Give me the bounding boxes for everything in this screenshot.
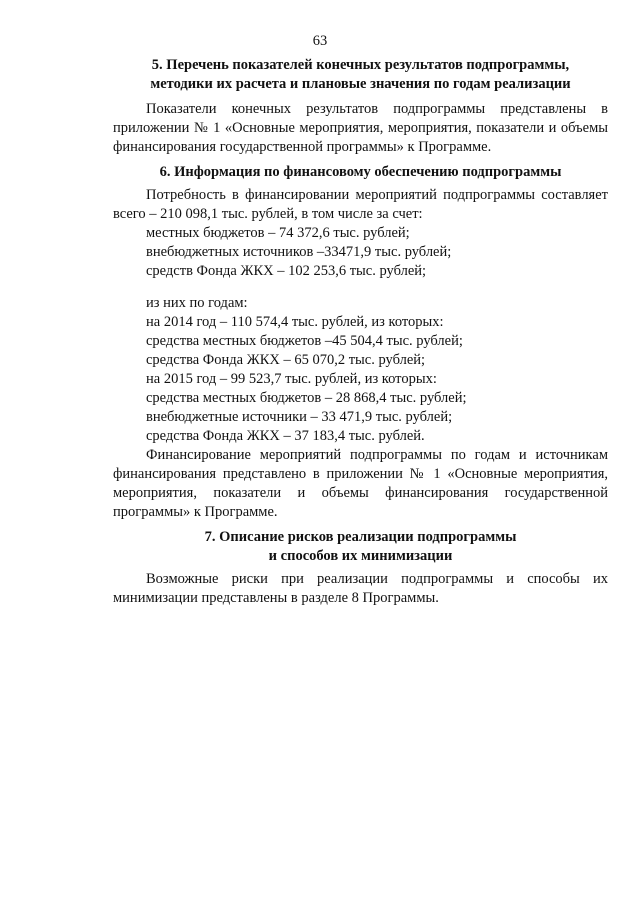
year-2014-total: на 2014 год – 110 574,4 тыс. рублей, из которых:	[146, 314, 444, 330]
section-7-heading-line-2: и способов их минимизации	[268, 548, 453, 564]
section-5-paragraph: Показатели конечных результатов подпрограммы представлены в приложении № 1 «Основные мероприятия, мероприятия, показатели и объемы финансирования государственной программы» к Программе.	[113, 101, 608, 155]
section-5-heading-line-1: 5. Перечень показателей конечных результатов подпрограммы,	[151, 57, 570, 73]
year-2014-local: средства местных бюджетов –45 504,4 тыс. рублей;	[146, 333, 463, 349]
section-6-heading: 6. Информация по финансовому обеспечению подпрограммы	[159, 164, 562, 180]
document-content	[113, 56, 608, 608]
section-6-intro: Потребность в финансировании мероприятий подпрограммы составляет всего – 210 098,1 тыс. рублей, в том числе за счет:	[113, 187, 608, 222]
year-2015-extrabudgetary: внебюджетные источники – 33 471,9 тыс. рублей;	[146, 409, 453, 425]
section-6	[113, 163, 608, 522]
section-5	[113, 56, 608, 157]
section-7-heading-line-1: 7. Описание рисков реализации подпрограммы	[204, 529, 517, 545]
year-2015-fund: средства Фонда ЖКХ – 37 183,4 тыс. рублей.	[146, 428, 425, 444]
section-7-paragraph: Возможные риски при реализации подпрограммы и способы их минимизации представлены в разделе 8 Программы.	[113, 571, 608, 606]
section-6-closing: Финансирование мероприятий подпрограммы по годам и источникам финансирования представлено в приложении № 1 «Основные мероприятия, мероприятия, показатели и объемы финансирования государственной программы» к Программе.	[113, 447, 608, 520]
year-2015-total: на 2015 год – 99 523,7 тыс. рублей, из которых:	[146, 371, 437, 387]
funding-source-local: местных бюджетов – 74 372,6 тыс. рублей;	[146, 225, 410, 241]
year-2014-fund: средства Фонда ЖКХ – 65 070,2 тыс. рублей;	[146, 352, 426, 368]
funding-source-extrabudgetary: внебюджетных источников –33471,9 тыс. рублей;	[146, 244, 452, 260]
page-number: 63	[312, 33, 328, 49]
funding-source-fund: средств Фонда ЖКХ – 102 253,6 тыс. рублей;	[146, 263, 427, 279]
section-7	[113, 528, 608, 608]
section-5-heading-line-2: методики их расчета и плановые значения по годам реализации	[150, 76, 571, 92]
years-intro: из них по годам:	[146, 295, 248, 311]
year-2015-local: средства местных бюджетов – 28 868,4 тыс. рублей;	[146, 390, 467, 406]
